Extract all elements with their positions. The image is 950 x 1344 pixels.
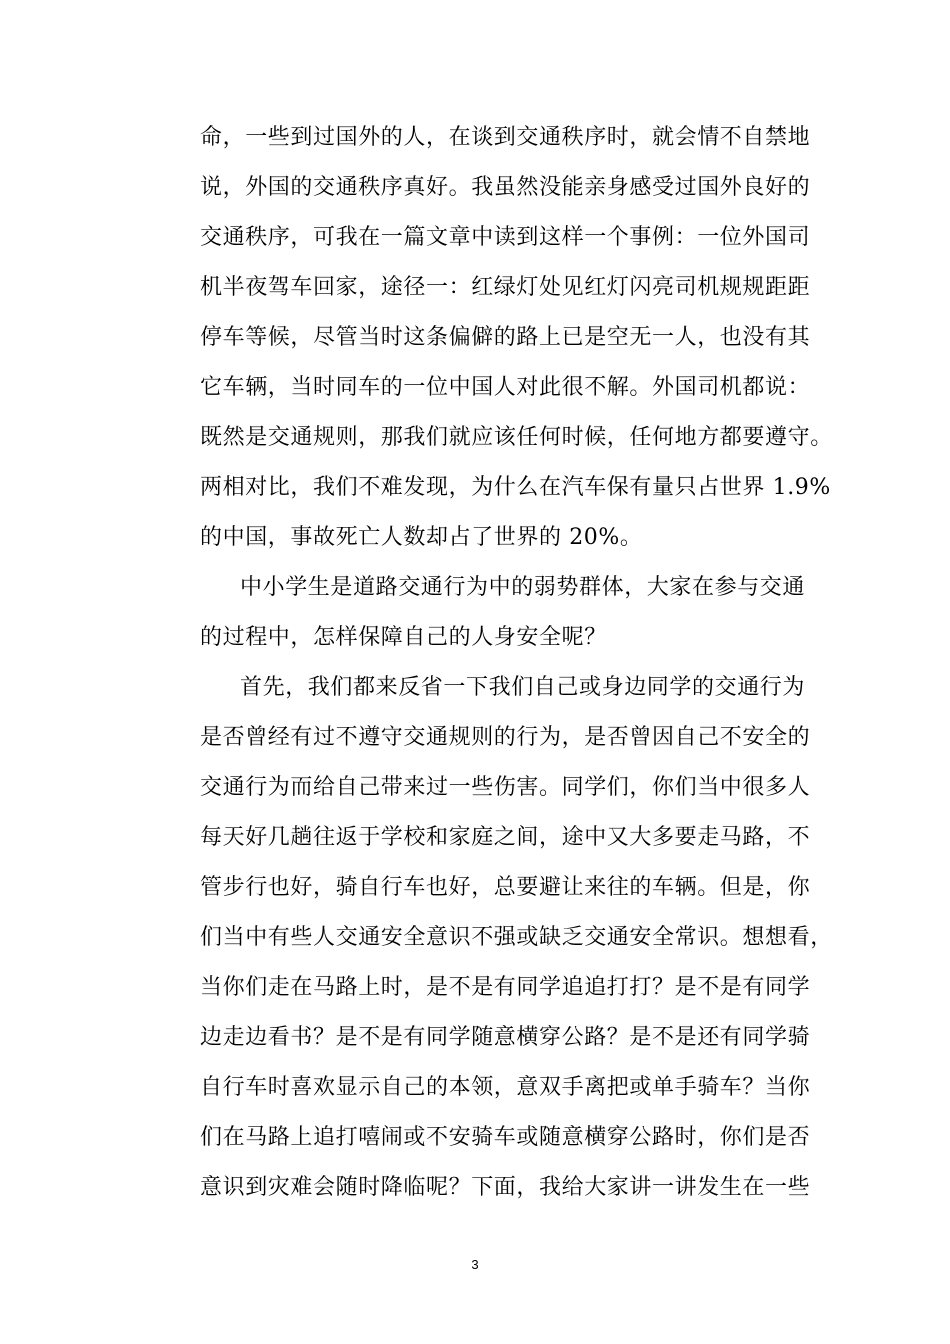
body-text-line: 自行车时喜欢显示自己的本领，意双手离把或单手骑车？当你 bbox=[200, 1075, 811, 1100]
body-text-line: 们在马路上追打嘻闹或不安骑车或随意横穿公路时，你们是否 bbox=[200, 1125, 811, 1150]
body-text-line: 机半夜驾车回家，途径一：红绿灯处见红灯闪亮司机规规距距 bbox=[200, 275, 811, 300]
body-text-line: 命，一些到过国外的人，在谈到交通秩序时，就会情不自禁地 bbox=[200, 125, 811, 150]
paragraph-first-line: 中小学生是道路交通行为中的弱势群体，大家在参与交通 bbox=[240, 575, 806, 600]
body-text-line: 两相对比，我们不难发现，为什么在汽车保有量只占世界 1.9% bbox=[200, 475, 831, 500]
body-text-line: 既然是交通规则，那我们就应该任何时候，任何地方都要遵守。 bbox=[200, 425, 833, 450]
body-text-line: 当你们走在马路上时，是不是有同学追追打打？是不是有同学 bbox=[200, 975, 811, 1000]
body-text-line: 管步行也好，骑自行车也好，总要避让来往的车辆。但是，你 bbox=[200, 875, 811, 900]
paragraph-first-line: 首先，我们都来反省一下我们自己或身边同学的交通行为 bbox=[240, 675, 806, 700]
body-text-line: 说，外国的交通秩序真好。我虽然没能亲身感受过国外良好的 bbox=[200, 175, 811, 200]
body-text-line: 每天好几趟往返于学校和家庭之间，途中又大多要走马路，不 bbox=[200, 825, 811, 850]
body-text-line: 是否曾经有过不遵守交通规则的行为，是否曾因自己不安全的 bbox=[200, 725, 811, 750]
body-text-line: 它车辆，当时同车的一位中国人对此很不解。外国司机都说： bbox=[200, 375, 811, 400]
body-text-line: 意识到灾难会随时降临呢？下面，我给大家讲一讲发生在一些 bbox=[200, 1175, 811, 1200]
body-text-line: 停车等候，尽管当时这条偏僻的路上已是空无一人，也没有其 bbox=[200, 325, 811, 350]
body-text-line: 的过程中，怎样保障自己的人身安全呢？ bbox=[200, 625, 607, 650]
body-text-line: 边走边看书？是不是有同学随意横穿公路？是不是还有同学骑 bbox=[200, 1025, 811, 1050]
body-text-line: 交通行为而给自己带来过一些伤害。同学们，你们当中很多人 bbox=[200, 775, 811, 800]
body-text-line: 交通秩序，可我在一篇文章中读到这样一个事例：一位外国司 bbox=[200, 225, 811, 250]
page-number: 3 bbox=[471, 1257, 479, 1272]
body-text-line: 的中国，事故死亡人数却占了世界的 20%。 bbox=[200, 525, 643, 550]
body-text-line: 们当中有些人交通安全意识不强或缺乏交通安全常识。想想看， bbox=[200, 925, 833, 950]
